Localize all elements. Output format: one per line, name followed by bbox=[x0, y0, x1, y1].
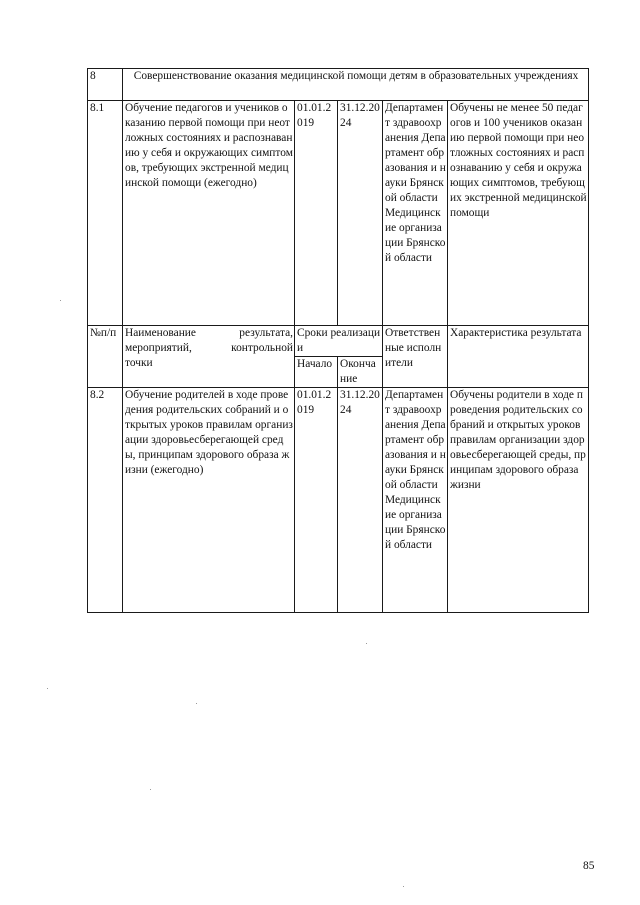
header-end: Окончание bbox=[338, 357, 383, 388]
scan-speck bbox=[150, 789, 151, 790]
row-name: Обучение педагогов и учеников оказанию первой помощи при неотложных состояниях и распознаванию у себя и окружающих симптомов, требующих экстренной медицинской помощи (ежегодно) bbox=[123, 101, 295, 326]
row-name: Обучение родителей в ходе проведения родительских собраний и открытых уроков правилам организации здоровьесберегающей среды, принципам здорового образа жизни (ежегодно) bbox=[123, 388, 295, 613]
scan-speck bbox=[366, 643, 367, 644]
row-start-date: 01.01.2019 bbox=[295, 101, 338, 326]
measures-table bbox=[87, 68, 589, 613]
header-responsible: Ответственные исполнители bbox=[383, 326, 448, 388]
header-row bbox=[88, 326, 589, 357]
row-number: 8.2 bbox=[88, 388, 123, 613]
table-row bbox=[88, 101, 589, 326]
section-row bbox=[88, 69, 589, 101]
row-end-date: 31.12.2024 bbox=[338, 388, 383, 613]
header-result: Характеристика результата bbox=[448, 326, 589, 388]
scan-speck bbox=[196, 703, 197, 704]
header-start: Начало bbox=[295, 357, 338, 388]
header-name bbox=[123, 326, 295, 388]
table-row bbox=[88, 388, 589, 613]
row-responsible: Департамент здравоохранения Департамент образования и науки Брянской области Медицинские организации Брянской области bbox=[383, 388, 448, 613]
section-number: 8 bbox=[88, 69, 123, 101]
section-title: Совершенствование оказания медицинской помощи детям в образовательных учреждениях bbox=[123, 69, 589, 101]
row-number: 8.1 bbox=[88, 101, 123, 326]
scan-speck bbox=[403, 886, 404, 887]
row-start-date: 01.01.2019 bbox=[295, 388, 338, 613]
header-name-line: Наименование результата, bbox=[125, 327, 293, 339]
scan-speck bbox=[47, 688, 48, 689]
header-period: Сроки реализации bbox=[295, 326, 383, 357]
page-number: 85 bbox=[583, 860, 595, 872]
header-number: №п/п bbox=[88, 326, 123, 388]
header-name-line: точки bbox=[125, 357, 153, 369]
row-responsible: Департамент здравоохранения Департамент образования и науки Брянской области Медицинские организации Брянской области bbox=[383, 101, 448, 326]
row-result: Обучены родители в ходе проведения родительских собраний и открытых уроков правилам организации здоровьесберегающей среды, принципам здорового образа жизни bbox=[448, 388, 589, 613]
row-end-date: 31.12.2024 bbox=[338, 101, 383, 326]
scan-speck bbox=[60, 300, 61, 301]
header-name-line: мероприятий, контрольной bbox=[125, 342, 293, 354]
row-result: Обучены не менее 50 педагогов и 100 учеников оказанию первой помощи при неотложных состояниях и распознаванию у себя и окружающих симптомов, требующих экстренной медицинской помощи bbox=[448, 101, 589, 326]
